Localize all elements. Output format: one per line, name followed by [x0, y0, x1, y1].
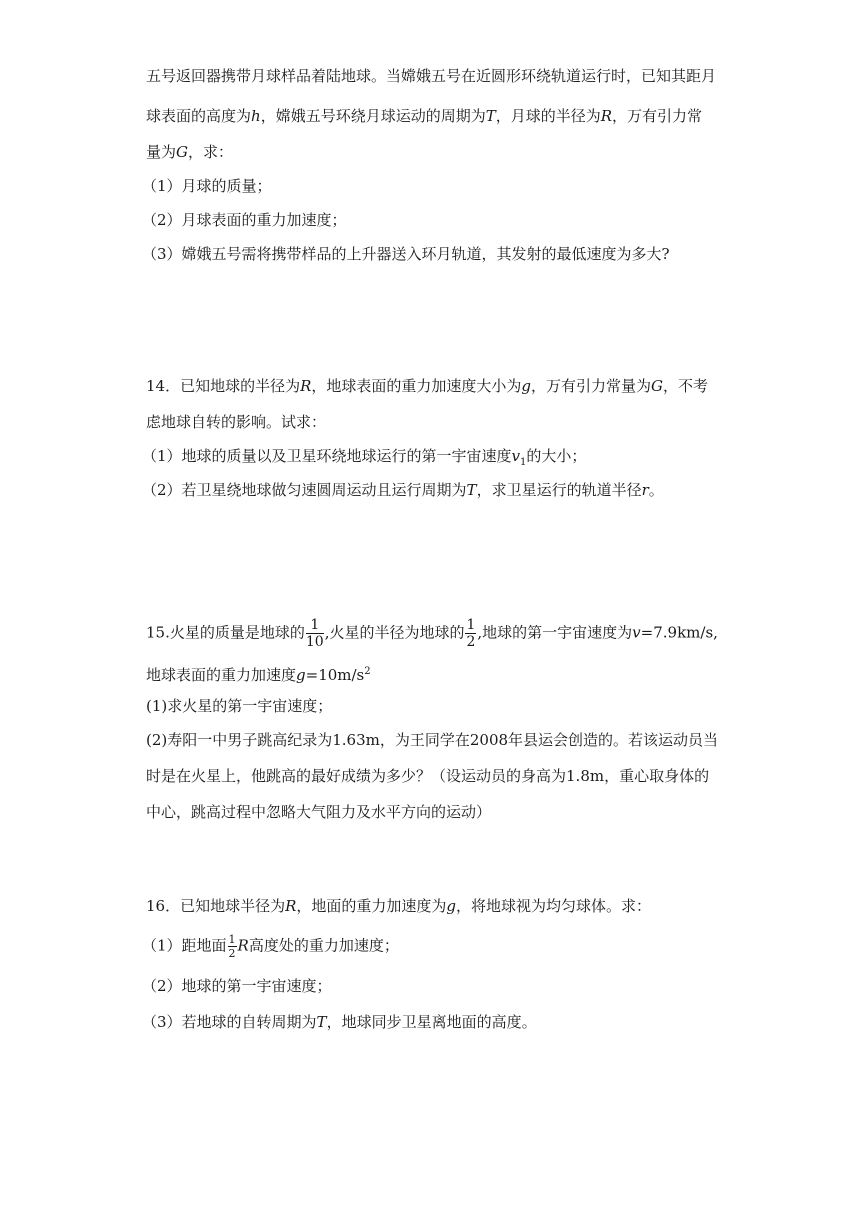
q13-line1: 五号返回器携带月球样品着陆地球。当嫦娥五号在近圆形环绕轨道运行时，已知其距月: [146, 67, 717, 85]
q16-part1: （1）距地面 $\frac{1}{2}$ R高度处的重力加速度；: [142, 933, 399, 960]
q16-part3: （3）若地球的自转周期为T，地球同步卫星离地面的高度。: [142, 1013, 537, 1031]
q13-line2: 球表面的高度为h，嫦娥五号环绕月球运动的周期为T，月球的半径为R，万有引力常: [146, 107, 703, 125]
fraction-one-half: $\frac{1}{2}$: [466, 617, 476, 650]
q15-part2-line1: (2)寿阳一中男子跳高纪录为1.63m，为王同学在2008年县运会创造的。若该运动员当: [146, 731, 719, 749]
q14-part2: （2）若卫星绕地球做匀速圆周运动且运行周期为T，求卫星运行的轨道半径r。: [142, 481, 664, 499]
q15-part1: (1)求火星的第一宇宙速度；: [146, 697, 333, 715]
q15-part2-line3: 中心，跳高过程中忽略大气阻力及水平方向的运动）: [146, 803, 492, 821]
q13-part3: （3）嫦娥五号需将携带样品的上升器送入环月轨道，其发射的最低速度为多大?: [142, 245, 670, 263]
q13-part1: （1）月球的质量；: [142, 177, 272, 195]
q16-line1: 16．已知地球半径为R，地面的重力加速度为g，将地球视为均匀球体。求：: [146, 897, 652, 915]
q13-part2: （2）月球表面的重力加速度；: [142, 211, 347, 229]
fraction-one-half: $\frac{1}{2}$: [228, 933, 236, 960]
q13-line3: 量为G，求：: [146, 143, 234, 161]
q14-line1: 14．已知地球的半径为R，地球表面的重力加速度大小为g，万有引力常量为G，不考: [146, 377, 709, 395]
q16-part2: （2）地球的第一宇宙速度；: [142, 977, 332, 995]
q15-line1: 15.火星的质量是地球的 $\frac{1}{10}$ ,火星的半径为地球的 $\frac{1}{2}$ ,地球的第一宇宙速度为v=7.9km/s,: [146, 617, 718, 650]
q14-part1: （1）地球的质量以及卫星环绕地球运行的第一宇宙速度$v_1$的大小；: [142, 447, 587, 468]
q15-line2: 地球表面的重力加速度$g=10m/s^2$: [146, 666, 371, 684]
q14-line2: 虑地球自转的影响。试求：: [146, 413, 327, 431]
fraction-one-tenth: $\frac{1}{10}$: [305, 617, 324, 650]
q15-part2-line2: 时是在火星上，他跳高的最好成绩为多少？（设运动员的身高为1.8m，重心取身体的: [146, 767, 710, 785]
